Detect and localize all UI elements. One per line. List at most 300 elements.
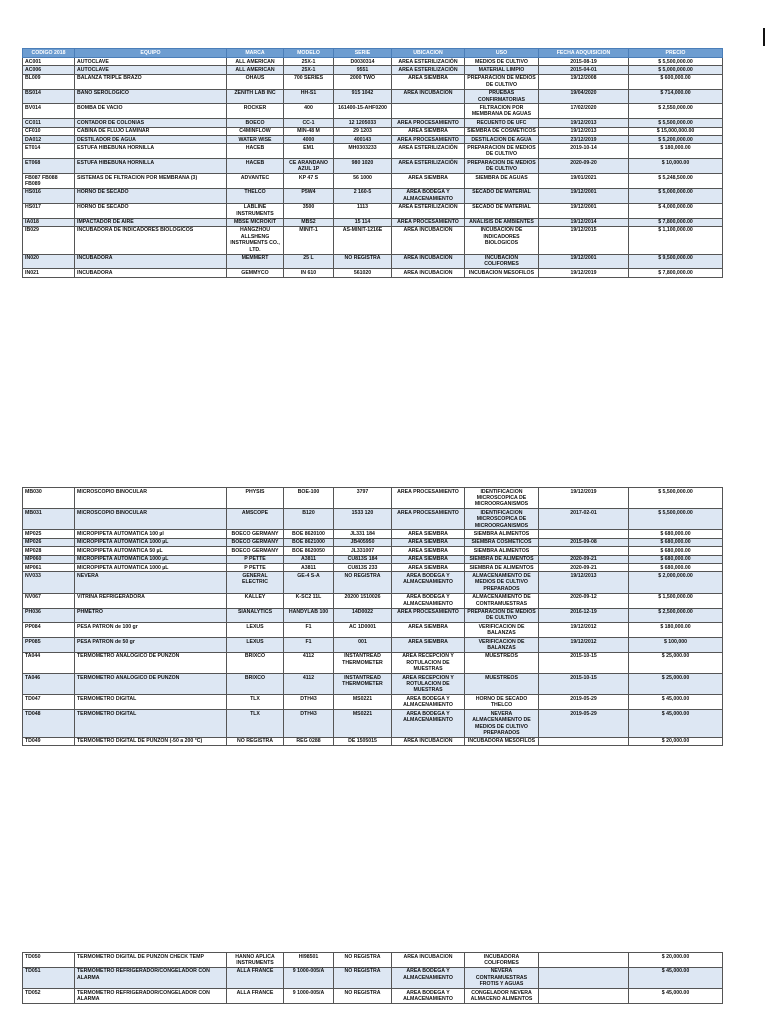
cell-model: CC-1 [284,119,334,127]
cell-acquisition-date: 19/04/2020 [539,89,629,104]
cell-code: MP026 [23,538,75,546]
table-row [23,488,723,509]
cell-model: MBS2 [284,218,334,226]
cell-serial: 1533 120 [334,509,392,530]
column-header-location: UBICACION [392,49,465,58]
cell-serial: 3797 [334,488,392,509]
cell-equipment: IMPACTADOR DE AIRE [75,218,227,226]
cell-model: F1 [284,638,334,653]
table-row [23,538,723,546]
cell-serial: MH0303233 [334,144,392,159]
cell-equipment: PESA PATRON de 50 gr [75,638,227,653]
cell-model: 9 1000-005/A [284,967,334,988]
cell-code: IB029 [23,226,75,254]
cell-equipment: INCUBADORA DE INDICADORES BIOLOGICOS [75,226,227,254]
cell-code: MP028 [23,547,75,555]
table-row [23,159,723,174]
cell-use: SIEMBRA COSMETICOS [465,538,539,546]
cell-equipment: TERMOMETRO DIGITAL DE PUNZON CHECK TEMP [75,953,227,968]
cell-use: IDENTIFICACION MICROSCOPICA DE MICROORGANISMOS [465,488,539,509]
cell-equipment: TERMOMETRO DIGITAL [75,710,227,738]
cell-equipment: TERMOMETRO REFRIGERADOR/CONGELADOR CON ALARMA [75,989,227,1004]
cell-code: AC006 [23,66,75,74]
cell-equipment: HORNO DE SECADO [75,203,227,218]
cell-location: AREA SIEMBRA [392,538,465,546]
cell-price: $ 680,000.00 [629,530,723,538]
cell-brand: ADVANTEC [227,174,284,189]
cell-price: $ 680,000.00 [629,538,723,546]
cell-brand: ALLA FRANCE [227,989,284,1004]
cell-code: TD050 [23,953,75,968]
cell-acquisition-date: 19/12/2008 [539,74,629,89]
table-row [23,989,723,1004]
cell-use: SIEMBRA ALIMENTOS [465,530,539,538]
cell-use: PREPARACION DE MEDIOS DE CULTIVO [465,74,539,89]
cell-serial: 2 160-5 [334,188,392,203]
cell-location: AREA INCUBACION [392,226,465,254]
cell-serial: 980 1020 [334,159,392,174]
table-row [23,547,723,555]
cell-acquisition-date: 2019-05-29 [539,695,629,710]
cell-serial: AC 1D0001 [334,623,392,638]
cell-acquisition-date: 2015-04-01 [539,66,629,74]
cell-price: $ 20,000.00 [629,737,723,745]
cell-equipment: VITRINA REFRIGERADORA [75,593,227,608]
cell-acquisition-date [539,530,629,538]
cell-equipment: BOMBA DE VACIO [75,104,227,119]
cell-model: 25 L [284,254,334,269]
cell-location [392,104,465,119]
cell-use: HORNO DE SECADO THELCO [465,695,539,710]
cell-acquisition-date [539,737,629,745]
cell-price: $ 180,000.00 [629,144,723,159]
cell-brand: TLX [227,695,284,710]
cell-code: HS016 [23,188,75,203]
cell-model: BOE 8620100 [284,530,334,538]
cell-model: A3811 [284,564,334,572]
cell-brand: ALL AMERICAN [227,58,284,66]
cell-price: $ 5,500,000.00 [629,58,723,66]
cell-model: P5W4 [284,188,334,203]
cell-location: AREA INCUBACION [392,254,465,269]
cell-model: CE ARANDANO AZUL 1P [284,159,334,174]
cell-use: NEVERA CONTRAMUESTRAS FROTIS Y AGUAS [465,967,539,988]
table-row [23,572,723,593]
cell-brand: MBSE MICROKIT [227,218,284,226]
cell-acquisition-date [539,953,629,968]
table-row [23,144,723,159]
cell-location: AREA ESTERILIZACIÓN [392,66,465,74]
cell-price: $ 2,000,000.00 [629,572,723,593]
cell-acquisition-date: 19/12/2013 [539,119,629,127]
table-row [23,674,723,695]
cell-use: IDENTIFICACION MICROSCOPICA DE MICROORGANISMOS [465,509,539,530]
cell-brand: WATER WISE [227,136,284,144]
cell-equipment: BAÑO SEROLOGICO [75,89,227,104]
cell-price: $ 600,000.00 [629,74,723,89]
cell-acquisition-date: 17/02/2020 [539,104,629,119]
cell-brand: BOECO GERMANY [227,547,284,555]
cell-equipment: PHMETRO [75,608,227,623]
cell-brand: NO REGISTRA [227,737,284,745]
cell-serial: 161400-15-AHF0200 [334,104,392,119]
cell-acquisition-date: 19/12/2015 [539,226,629,254]
cell-use: SECADO DE MATERIAL [465,188,539,203]
cell-use: SIEMBRA DE AGUAS [465,174,539,189]
cell-location: AREA RECEPCION Y ROTULACION DE MUESTRAS [392,652,465,673]
cell-acquisition-date: 19/12/2001 [539,203,629,218]
cell-location: AREA SIEMBRA [392,564,465,572]
column-header-equipment: EQUIPO [75,49,227,58]
cell-brand: LEXUS [227,623,284,638]
cell-use: SIEMBRA DE ALIMENTOS [465,564,539,572]
cell-acquisition-date: 2015-09-08 [539,538,629,546]
cell-equipment: MICROPIPETA AUTOMATICA 100 µl [75,530,227,538]
cell-brand: BRIXCO [227,674,284,695]
cell-equipment: TERMOMETRO ANALOGICO DE PUNZON [75,674,227,695]
cell-model: 3500 [284,203,334,218]
cell-equipment: CONTADOR DE COLONIAS [75,119,227,127]
cell-use: SECADO DE MATERIAL [465,203,539,218]
cell-code: MP061 [23,564,75,572]
cell-equipment: PESA PATRON de 100 gr [75,623,227,638]
cell-acquisition-date: 2020-09-12 [539,593,629,608]
cell-location: AREA BODEGA Y ALMACENAMIENTO [392,967,465,988]
cell-equipment: NEVERA [75,572,227,593]
cell-price: $ 1,100,000.00 [629,226,723,254]
cell-location: AREA BODEGA Y ALMACENAMIENTO [392,572,465,593]
table-row [23,66,723,74]
cell-equipment: MICROSCOPIO BINOCULAR [75,488,227,509]
cell-location: AREA BODEGA Y ALMACENAMIENTO [392,593,465,608]
cell-price: $ 45,000.00 [629,695,723,710]
cell-acquisition-date: 2015-08-19 [539,58,629,66]
table-row [23,509,723,530]
cell-serial: 001 [334,638,392,653]
cell-acquisition-date: 19/12/2012 [539,638,629,653]
cell-brand: BOECO GERMANY [227,538,284,546]
table-row [23,218,723,226]
cell-model: MIN-48 M [284,127,334,135]
cell-serial: D0030314 [334,58,392,66]
cell-acquisition-date: 19/12/2012 [539,623,629,638]
cell-price: $ 5,248,500.00 [629,174,723,189]
table-row [23,127,723,135]
cell-brand: HANNO APLICA INSTRUMENTS [227,953,284,968]
cell-brand: BRIXCO [227,652,284,673]
cell-price: $ 5,500,000.00 [629,119,723,127]
cell-model: DTH43 [284,695,334,710]
page-edge-mark [763,28,765,46]
cell-serial: 15 114 [334,218,392,226]
table-row [23,638,723,653]
cell-equipment: AUTOCLAVE [75,58,227,66]
cell-use: FILTRACION POR MEMBRANA DE AGUAS [465,104,539,119]
cell-equipment: MICROSCOPIO BINOCULAR [75,509,227,530]
cell-brand: KALLEY [227,593,284,608]
cell-acquisition-date: 2019-05-29 [539,710,629,738]
cell-location: AREA PROCESAMIENTO [392,218,465,226]
cell-serial: NO REGISTRA [334,254,392,269]
cell-model: 400 [284,104,334,119]
cell-acquisition-date: 2017-02-01 [539,509,629,530]
cell-serial: AS-MINIT-1216E [334,226,392,254]
cell-acquisition-date: 2020-09-20 [539,159,629,174]
cell-model: F1 [284,623,334,638]
cell-price: $ 4,000,000.00 [629,203,723,218]
cell-acquisition-date [539,547,629,555]
table-row [23,119,723,127]
cell-location: AREA INCUBACION [392,737,465,745]
cell-serial: INSTANTREAD THERMOMETER [334,652,392,673]
cell-location: AREA BODEGA Y ALMACENAMIENTO [392,710,465,738]
cell-serial: NO REGISTRA [334,953,392,968]
cell-use: DESTILACION DE AGUA [465,136,539,144]
cell-acquisition-date: 2020-09-21 [539,555,629,563]
cell-location: AREA SIEMBRA [392,547,465,555]
cell-serial: 20200 1510026 [334,593,392,608]
cell-price: $ 1,500,000.00 [629,593,723,608]
cell-equipment: DESTILADOR DE AGUA [75,136,227,144]
cell-serial: JL331 184 [334,530,392,538]
cell-brand: SIANALYTICS [227,608,284,623]
cell-acquisition-date: 19/12/2001 [539,188,629,203]
table-row [23,269,723,277]
cell-acquisition-date: 2019-10-14 [539,144,629,159]
cell-use: SIEMBRA DE ALIMENTOS [465,555,539,563]
cell-model: HANDYLAB 100 [284,608,334,623]
cell-model: KP 47 S [284,174,334,189]
column-header-price: PRECIO [629,49,723,58]
cell-acquisition-date: 19/12/2013 [539,127,629,135]
cell-code: NV067 [23,593,75,608]
cell-use: ALMACENAMIENTO DE CONTRAMUESTRAS [465,593,539,608]
column-header-code: CODIGO 2018 [23,49,75,58]
cell-brand: ALLA FRANCE [227,967,284,988]
cell-use: VERIFICACION DE BALANZAS [465,638,539,653]
cell-brand: PHYSIS [227,488,284,509]
cell-use: RECUENTO DE UFC [465,119,539,127]
cell-price: $ 45,000.00 [629,710,723,738]
cell-code: MB031 [23,509,75,530]
table-row [23,74,723,89]
cell-location: AREA BODEGA Y ALMACENAMIENTO [392,695,465,710]
cell-location: AREA PROCESAMIENTO [392,136,465,144]
table-row [23,555,723,563]
equipment-table-3 [22,952,723,1004]
cell-brand: GENERAL ELECTRIC [227,572,284,593]
cell-model: A3811 [284,555,334,563]
cell-acquisition-date: 2020-09-21 [539,564,629,572]
cell-code: HS017 [23,203,75,218]
cell-code: ET014 [23,144,75,159]
cell-acquisition-date [539,989,629,1004]
cell-serial: MS0221 [334,695,392,710]
cell-serial: JB405950 [334,538,392,546]
cell-equipment: MICROPIPETA AUTOMATICA 1000 µL [75,564,227,572]
cell-code: NV033 [23,572,75,593]
cell-code: FB087 FB088 FB089 [23,174,75,189]
cell-equipment: TERMOMETRO DIGITAL DE PUNZON (-50 a 200 °C) [75,737,227,745]
cell-serial: CU813S 233 [334,564,392,572]
cell-equipment: SISTEMAS DE FILTRACION POR MEMBRANA (3) [75,174,227,189]
cell-model: 4112 [284,674,334,695]
cell-code: TD048 [23,710,75,738]
cell-equipment: TERMOMETRO ANALOGICO DE PUNZON [75,652,227,673]
cell-equipment: ESTUFA HIBEBUNA HORNILLA [75,159,227,174]
cell-brand: LEXUS [227,638,284,653]
equipment-table-1 [22,48,723,278]
cell-code: TD052 [23,989,75,1004]
cell-brand: ZENITH LAB INC [227,89,284,104]
cell-use: MEDIOS DE CULTIVO [465,58,539,66]
cell-code: DA012 [23,136,75,144]
cell-brand: ROCKER [227,104,284,119]
cell-code: PH036 [23,608,75,623]
cell-code: AC001 [23,58,75,66]
table-row [23,710,723,738]
cell-acquisition-date: 23/12/2019 [539,136,629,144]
table-row [23,174,723,189]
cell-code: BL009 [23,74,75,89]
cell-price: $ 680,000.00 [629,564,723,572]
cell-location: AREA PROCESAMIENTO [392,488,465,509]
cell-use: SIEMBRA ALIMENTOS [465,547,539,555]
cell-location: AREA BODEGA Y ALMACENAMIENTO [392,989,465,1004]
cell-code: BS014 [23,89,75,104]
cell-location: AREA INCUBACION [392,269,465,277]
cell-price: $ 180,000.00 [629,623,723,638]
cell-equipment: TERMOMETRO REFRIGERADOR/CONGELADOR CON ALARMA [75,967,227,988]
cell-brand: OHAUS [227,74,284,89]
cell-location: AREA SIEMBRA [392,174,465,189]
table-row [23,89,723,104]
cell-serial: DE 1505015 [334,737,392,745]
table-row [23,226,723,254]
cell-serial: 915 1042 [334,89,392,104]
cell-brand: P PETTE [227,555,284,563]
cell-price: $ 45,000.00 [629,989,723,1004]
cell-equipment: BALANZA TRIPLE BRAZO [75,74,227,89]
cell-location: AREA ESTERILIZACIÓN [392,203,465,218]
cell-acquisition-date: 19/12/2014 [539,218,629,226]
cell-model: B120 [284,509,334,530]
cell-location: AREA PROCESAMIENTO [392,608,465,623]
cell-location: AREA SIEMBRA [392,555,465,563]
cell-code: IA018 [23,218,75,226]
cell-model: REG 0288 [284,737,334,745]
column-header-serial: SERIE [334,49,392,58]
cell-code: TD047 [23,695,75,710]
cell-acquisition-date: 19/12/2019 [539,269,629,277]
cell-model: 9 1000-005/A [284,989,334,1004]
cell-location: AREA BODEGA Y ALMACENAMIENTO [392,188,465,203]
cell-model: 700 SERIES [284,74,334,89]
cell-model: EM1 [284,144,334,159]
cell-serial: 561020 [334,269,392,277]
cell-location: AREA INCUBACION [392,89,465,104]
cell-use: PREPARACION DE MEDIOS DE CULTIVO [465,144,539,159]
cell-equipment: INCUBADORA [75,269,227,277]
cell-brand: GEMMYCO [227,269,284,277]
cell-model: 4112 [284,652,334,673]
cell-use: MUESTREOS [465,652,539,673]
table-row [23,652,723,673]
cell-brand: LABLINE INSTRUMENTS [227,203,284,218]
column-header-model: MODELO [284,49,334,58]
cell-code: PP084 [23,623,75,638]
cell-model: BOE 8621000 [284,538,334,546]
cell-model: MINIT-1 [284,226,334,254]
cell-model: 25X-1 [284,66,334,74]
cell-equipment: CABINA DE FLUJO LAMINAR [75,127,227,135]
cell-code: ET068 [23,159,75,174]
cell-acquisition-date: 19/01/2021 [539,174,629,189]
cell-use: SIEMBRA DE COSMETICOS [465,127,539,135]
cell-acquisition-date: 2015-10-15 [539,674,629,695]
table-row [23,136,723,144]
cell-acquisition-date: 19/12/2019 [539,488,629,509]
cell-use: ALMACENAMIENTO DE MEDIOS DE CULTIVO PREPARADOS [465,572,539,593]
cell-location: AREA ESTERILIZACIÓN [392,144,465,159]
cell-price: $ 5,500,000.00 [629,488,723,509]
cell-price: $ 45,000.00 [629,967,723,988]
cell-acquisition-date: 2015-10-15 [539,652,629,673]
cell-location: AREA PROCESAMIENTO [392,509,465,530]
cell-price: $ 7,800,000.00 [629,269,723,277]
header-row [23,49,723,58]
cell-code: MB030 [23,488,75,509]
cell-code: CC011 [23,119,75,127]
cell-model: 25X-1 [284,58,334,66]
cell-price: $ 5,500,000.00 [629,509,723,530]
cell-brand: HANGZHOU ALLSHENG INSTRUMENTS CO., LTD. [227,226,284,254]
cell-use: ANALISIS DE AMBIENTES [465,218,539,226]
cell-acquisition-date [539,967,629,988]
cell-price: $ 680,000.00 [629,547,723,555]
cell-price: $ 2,500,000.00 [629,608,723,623]
cell-location: AREA PROCESAMIENTO [392,119,465,127]
cell-model: HH-S1 [284,89,334,104]
cell-location: AREA SIEMBRA [392,530,465,538]
cell-brand: BOECO GERMANY [227,530,284,538]
table-row [23,203,723,218]
cell-location: AREA ESTERILIZACIÓN [392,58,465,66]
cell-serial: NO REGISTRA [334,572,392,593]
cell-model: BOE-100 [284,488,334,509]
cell-price: $ 9,500,000.00 [629,254,723,269]
cell-code: IN020 [23,254,75,269]
cell-equipment: MICROPIPETA AUTOMATICA 1000 µL [75,555,227,563]
cell-serial: JL331007 [334,547,392,555]
cell-location: AREA ESTERILIZACIÓN [392,159,465,174]
cell-brand: AMSCOPE [227,509,284,530]
cell-use: INCUBACION COLIFORMES [465,254,539,269]
cell-location: AREA INCUBACION [392,953,465,968]
cell-serial: 56 1000 [334,174,392,189]
cell-serial: NO REGISTRA [334,989,392,1004]
cell-equipment: ESTUFA HIBEBUNA HORNILLA [75,144,227,159]
cell-brand: MEMMERT [227,254,284,269]
cell-equipment: TERMOMETRO DIGITAL [75,695,227,710]
table-row [23,967,723,988]
cell-serial: 9551 [334,66,392,74]
table-row [23,188,723,203]
cell-brand: C4MINFLOW [227,127,284,135]
cell-equipment: HORNO DE SECADO [75,188,227,203]
cell-price: $ 5,000,000.00 [629,66,723,74]
table-row [23,608,723,623]
